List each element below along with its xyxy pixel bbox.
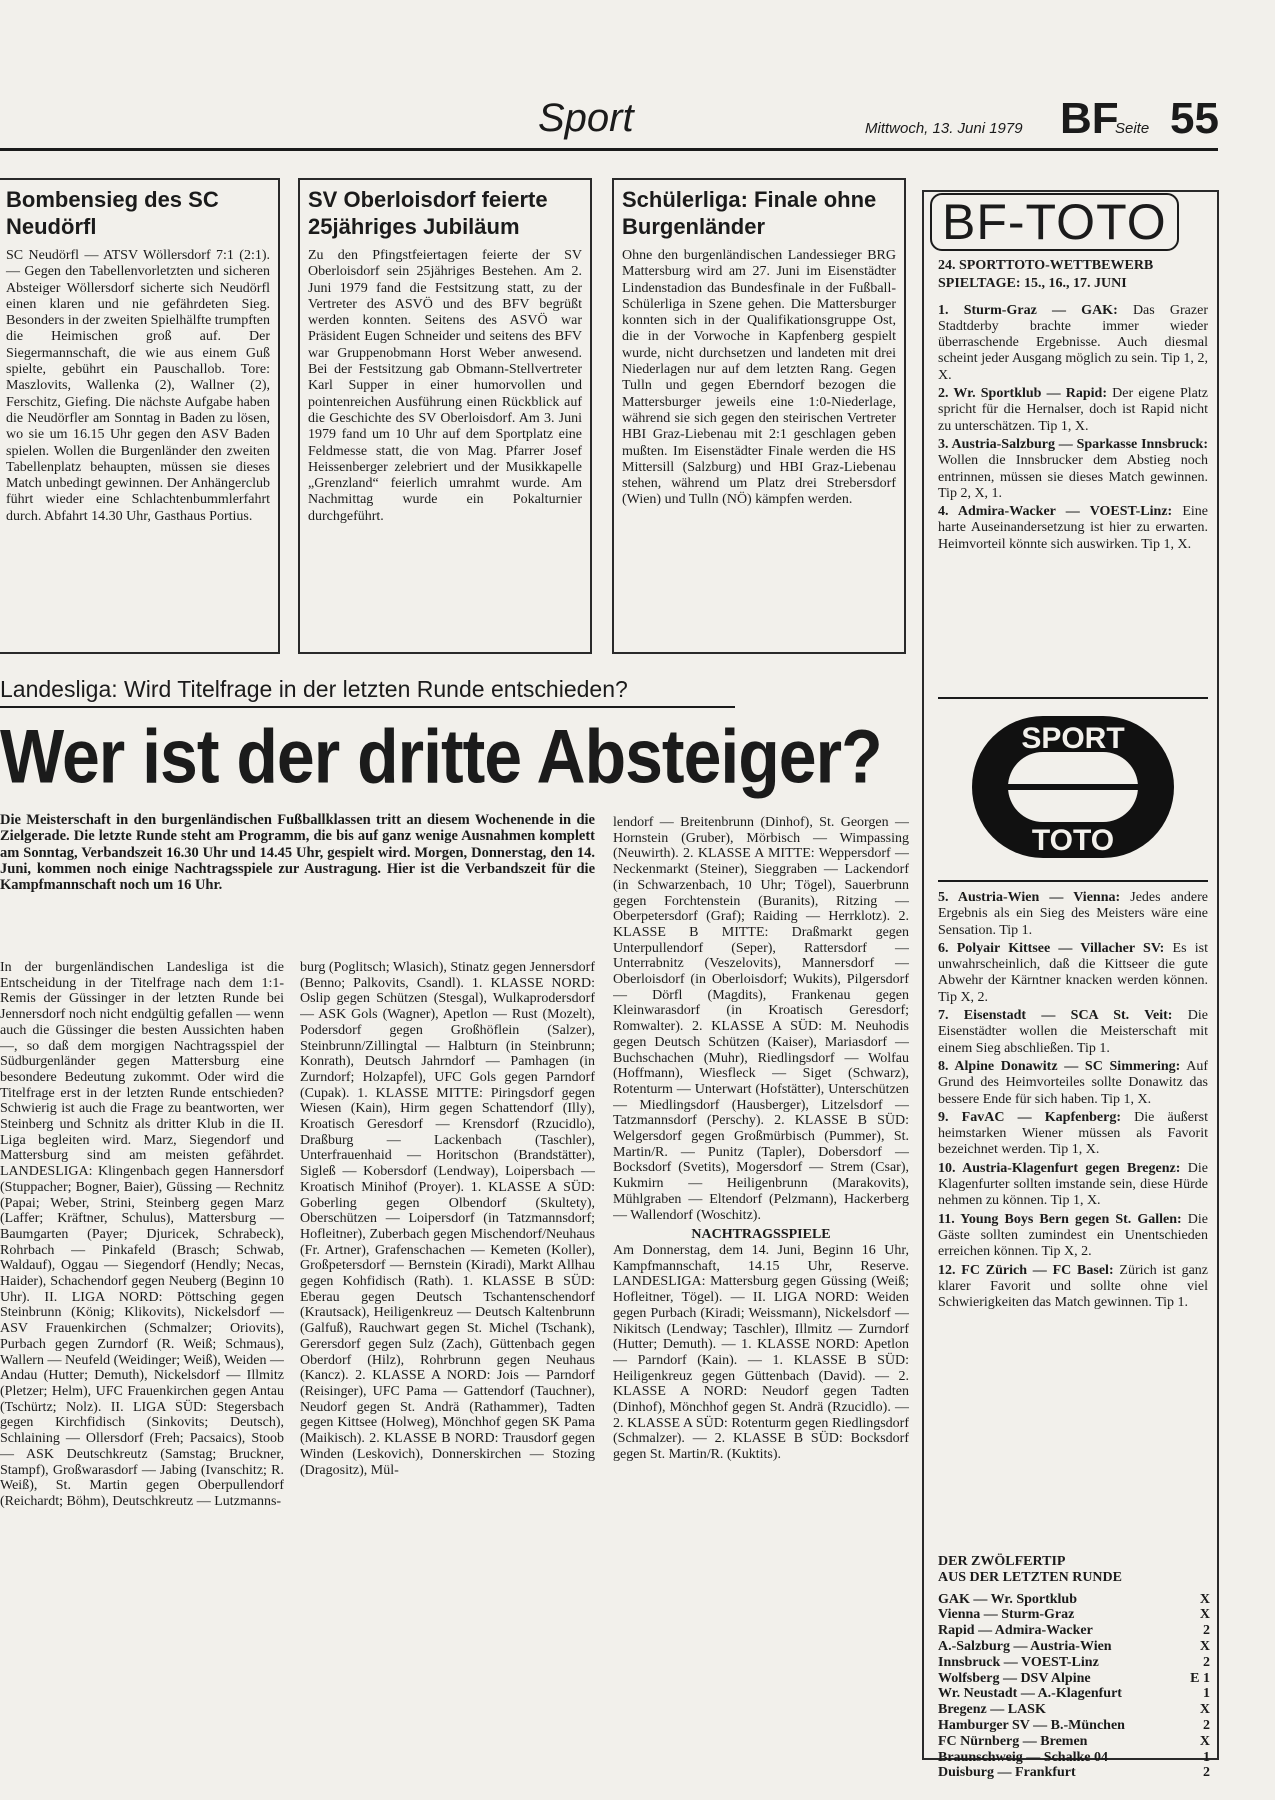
result-tip: 1 <box>1203 1686 1210 1702</box>
toto-title: BF-TOTO <box>930 193 1179 251</box>
result-tip: 2 <box>1203 1717 1210 1733</box>
result-row <box>938 1592 1210 1608</box>
toto-tip-text: Die Gäste sollten zumindest ein Unentschieden erreichen können. Tip X, 2. <box>938 1211 1208 1260</box>
article-kicker: Landesliga: Wird Titelfrage in der letzten Runde entschieden? <box>0 676 628 702</box>
zwoelfertip <box>938 1554 1210 1781</box>
toto-tip-text: Die Klagenfurter sollten imstande sein, diese Hürde nehmen zu können. Tip 1, X. <box>938 1160 1208 1209</box>
column-2-text: burg (Poglitsch; Wlasich), Stinatz gegen Jennersdorf (Benno; Palkovits, Csandl). 1. KLASSE NORD: Oslip gegen Schützen (Stesgal), Wulkaprodersdorf — ASK Gols (Wagner), Apetlon — Rust (Mozelt), Podersdorf gegen Großhöflein (Salzer), Steinbrunn/Zillingtal — Halbturn (in Steinbrunn; Konrath), Deutsch Jahrndorf — Pamhagen (in Zurndorf; Holzapfel), UFC Gols gegen Parndorf (Cupak). 1. KLASSE MITTE: Piringsdorf gegen Wiesen (Kain), Hirm gegen Schattendorf (Illy), Kroatisch Geresdorf — Krensdorf (Rzucidlo), Draßburg — Lackenbach (Taschler), Unterfrauenhaid — Horitschon (Brandstätter), Sigleß — Kobersdorf (Lendway), Loipersbach — Kroatisch Minihof (Proyer). 1. KLASSE A SÜD: Goberling gegen Olbendorf (Skultety), Oberschützen — Loipersdorf (in Tatzmannsdorf; Hofleitner), Zuberbach gegen Mischendorf/Neuhaus (Fr. Artner), Grafenschachen — Kemeten (Koller), Großpetersdorf — Bernstein (Kiradi), Markt Allhau gegen Kohfidisch (Rath). 1. KLASSE B SÜD: Eberau gegen Deutsch Tschantenschendorf (Krautsack), Heiligenkreuz — Deutsch Kaltenbrunn (Galfuß), Rauchwart gegen St. Michel (Tschank), Gerersdorf gegen Sulz (Zach), Güttenbach gegen Oberdorf (Hilz), Rohrbrunn gegen Neuhaus (Kancz). 2. KLASSE A NORD: Jois — Parndorf (Reisinger), UFC Pama — Gattendorf (Tauchner), Neudorf gegen St. Andrä (Rathammer), Tadten gegen Kittsee (Holweg), Mönchhof gegen SK Pama (Maikisch). 2. KLASSE B NORD: Trausdorf gegen Winden (Leskovich), Donnerskirchen — Stozing (Dragositz), Mül- <box>300 960 595 1478</box>
toto-tips-upper <box>938 258 1208 678</box>
result-tip: X <box>1199 1591 1210 1607</box>
result-row <box>938 1765 1210 1781</box>
toto-divider-1 <box>938 697 1208 699</box>
toto-tip-text: Wollen die Innsbrucker dem Abstieg noch entrinnen, müssen sie dieses Match gewinnen. Tip 2, X, 1. <box>938 453 1208 501</box>
result-match: A.-Salzburg — Austria-Wien <box>938 1638 1112 1654</box>
result-match: Wolfsberg — DSV Alpine <box>938 1670 1091 1686</box>
newspaper-logo: BF <box>1060 94 1119 143</box>
article-headline: Wer ist der dritte Absteiger? <box>0 714 882 800</box>
page-label: Seite <box>1115 120 1150 137</box>
toto-divider-2 <box>938 880 1208 882</box>
result-match: Wr. Neustadt — A.-Klagenfurt <box>938 1686 1122 1702</box>
result-row <box>938 1639 1210 1655</box>
result-tip: 2 <box>1203 1765 1210 1781</box>
zwoelfertip-title-1: DER ZWÖLFERTIP <box>938 1554 1066 1569</box>
toto-tip-item <box>938 1059 1208 1108</box>
issue-date: Mittwoch, 13. Juni 1979 <box>865 120 1023 137</box>
result-row <box>938 1671 1210 1687</box>
article-column-1 <box>0 960 284 1790</box>
nachtrag-text: Am Donnerstag, dem 14. Juni, Beginn 16 Uhr, Kampfmannschaft, 14.15 Uhr, Reserve. LANDESLIGA: Mattersburg gegen Güssing (Weiß; Hofleitner, Tögel). — II. LIGA NORD: Weiden gegen Purbach (Kiradi; Weissmann), Nickelsdorf — Nikitsch (Lendway; Taschler), Illmitz — Zurndorf (Hutter; Demuth). — 1. KLASSE NORD: Apetlon — Parndorf (Kain). — 1. KLASSE B SÜD: Heiligenkreuz gegen Güttenbach (David). — 2. KLASSE A NORD: Neudorf gegen Tadten (Dinhof), Mönchhof gegen St. Andrä (Rzucidlo). — 2. KLASSE A SÜD: Rotenturm gegen Riedlingsdorf (Schmalzer). — 2. KLASSE B SÜD: Bocksdorf gegen St. Martin/R. (Kuktits). <box>613 1242 909 1463</box>
zwoelfertip-title-2: AUS DER LETZTEN RUNDE <box>938 1569 1122 1585</box>
logo-text-toto: TOTO <box>1031 824 1115 857</box>
toto-tip-text: Zürich ist ganz klarer Favorit und sollte ohne viel Schwierigkeiten das Match gewinnen. Tip 1. <box>938 1262 1208 1311</box>
article-schuelerliga-text: Ohne den burgenländischen Landessieger BRG Mattersburg wird am 27. Juni im Eisenstädter Lindenstadion das Bundesfinale in der Fußball-Schülerliga in Szene gehen. Die Mattersburger konnten sich in der Qualifikationsgruppe Ost, die in der Vorwoche in Kapfenberg gespielt wurde, nicht durchsetzen und landeten mit drei Niederlagen nur auf dem letzten Rang. Gegen Tulln und gegen Eberndorf bezogen die Mattersburger jeweils eine 1:0-Niederlage, während sie sich gegen den steirischen Vertreter HBI Graz-Liebenau mit 2:1 geschlagen geben mußten. Im Eisenstädter Finale werden die HS Mittersill (Salzburg) und HBI Graz-Liebenau stehen, während um Platz drei Strebersdorf (Wien) und Tulln (NÖ) kämpfen werden. <box>622 248 896 508</box>
logo-text-sport: SPORT <box>1021 722 1125 755</box>
toto-tip-text: Jedes andere Ergebnis als ein Sieg des Meisters wäre eine Sensation. Tip 1. <box>938 890 1208 938</box>
result-row <box>938 1702 1210 1718</box>
toto-tip-item <box>938 1161 1208 1210</box>
toto-tip-game: 4. Admira-Wacker — VOEST-Linz: <box>938 504 1173 520</box>
article-oberloisdorf-title: SV Oberloisdorf feierte 25jähriges Jubiläum <box>308 187 548 239</box>
column-3-text: lendorf — Breitenbrunn (Dinhof), St. Georgen — Hornstein (Gruber), Mörbisch — Wimpassing (Neuwirth). 2. KLASSE A MITTE: Weppersdorf — Neckenmarkt (Steiner), Sieggraben — Lackendorf (in Schwarzenbach, 10 Uhr; Tögel), Sauerbrunn gegen Forchtenstein (Buranits), Ritzing — Oberpetersdorf (Graf); Raiding — Herrklotz). 2. KLASSE B MITTE: Draßmarkt gegen Unterpullendorf (Seper), Rattersdorf — Unterrabnitz (Veszelovits), Mannersdorf — Oberloisdorf (in Oberloisdorf; Wukits), Pilgersdorf — Dörfl (Magdits), Frankenau gegen Kleinwarasdorf (in Kroatisch Geresdorf; Romwalter). 2. KLASSE A SÜD: M. Neuhodis gegen Deutsch Schützen (Kaiser), Mariasdorf — Buchschachen (Muhr), Riedlingsdorf — Wolfau (Hoffmann), Wiesfleck — Siget (Schwarz), Rotenturm — Unterwart (Hofstätter), Unterschützen — Miedlingsdorf (Hausberger), Litzelsdorf — Tatzmannsdorf (Perschy). 2. KLASSE B SÜD: Welgersdorf gegen Großmürbisch (Pummer), St. Martin/R. — Punitz (Tapler), Dobersdorf — Bocksdorf (Svetits), Mogersdorf — Strem (Csar), Kukmirn — Heiligenbrunn (Marakovits), Mühlgraben — Eltendorf (Pelzmann), Hackerberg — Wallendorf (Woschitz). <box>613 815 909 1223</box>
result-match: FC Nürnberg — Bremen <box>938 1733 1088 1749</box>
section-title: Sport <box>538 96 634 140</box>
article-lead: Die Meisterschaft in den burgenländischen Fußballklassen tritt an diesem Wochenende in die Zielgerade. Die letzte Runde steht am Programm, die bis auf ganz wenige Ausnahmen komplett am Sonntag, Verbandszeit 16.30 Uhr und 14.45 Uhr, gespielt wird. Morgen, Donnerstag, den 14. Juni, kommen noch einige Nachtragsspiele zur Austragung. Hier ist die Verbandszeit für die Kampfmannschaft noch um 16 Uhr. <box>0 812 595 894</box>
result-row <box>938 1750 1210 1766</box>
toto-tip-game: 11. Young Boys Bern gegen St. Gallen: <box>938 1211 1182 1227</box>
toto-tip-game: 2. Wr. Sportklub — Rapid: <box>938 386 1107 402</box>
result-row <box>938 1623 1210 1639</box>
result-match: Braunschweig — Schalke 04 <box>938 1749 1108 1765</box>
nachtrag-heading: NACHTRAGSSPIELE <box>691 1227 831 1243</box>
result-row <box>938 1718 1210 1734</box>
toto-tip-game: 1. Sturm-Graz — GAK: <box>938 302 1118 318</box>
result-row <box>938 1734 1210 1750</box>
page-number: 55 <box>1170 94 1219 143</box>
result-tip: 2 <box>1203 1623 1210 1639</box>
toto-subtitle-2: SPIELTAGE: 15., 16., 17. JUNI <box>938 276 1127 292</box>
article-schuelerliga <box>612 178 906 654</box>
article-oberloisdorf-text: Zu den Pfingstfeiertagen feierte der SV Oberloisdorf sein 25jähriges Bestehen. Am 2. Juni 1979 fand die Festsitzung statt, zu der Vertreter des ASVÖ und des BFV begrüßt werden konnten. Seitens des ASVÖ war Präsident Eugen Schneider und seitens des BFV war Gruppenobmann Horst Weber anwesend. Bei der Festsitzung gab Obmann-Stellvertreter Karl Supper in einer humorvollen und pointenreichen Ausführung einen Rückblick auf die Geschichte des SV Oberloisdorf. Am 3. Juni 1979 fand um 10 Uhr auf dem Sportplatz eine Feldmesse statt, die von Mag. Pfarrer Josef Heissenberger zelebriert und der Musikkapelle „Grenzland“ feierlich umrahmt wurde. Am Nachmittag wurde ein Pokalturnier durchgeführt. <box>308 248 582 524</box>
result-row <box>938 1686 1210 1702</box>
toto-tip-game: 3. Austria-Salzburg — Sparkasse Innsbruck: <box>938 436 1208 452</box>
article-neudoerfl <box>0 178 280 654</box>
kicker-rule <box>0 706 735 708</box>
result-row <box>938 1655 1210 1671</box>
toto-tip-item <box>938 1263 1208 1312</box>
article-column-2 <box>300 960 595 1790</box>
toto-tip-item <box>938 1008 1208 1057</box>
toto-tip-text: Die äußerst heimstarken Wiener müssen als Favorit bezeichnet werden. Tip 1, X. <box>938 1109 1208 1158</box>
result-row <box>938 1607 1210 1623</box>
result-tip: X <box>1199 1638 1210 1654</box>
result-match: Bregenz — LASK <box>938 1702 1046 1718</box>
result-match: Innsbruck — VOEST-Linz <box>938 1654 1099 1670</box>
toto-tip-text: Auf Grund des Heimvorteiles sollte Donawitz das bessere Ende für sich haben. Tip 1, X. <box>938 1058 1208 1107</box>
toto-tip-game: 9. FavAC — Kapfenberg: <box>938 1109 1121 1125</box>
result-tip: 2 <box>1203 1654 1210 1670</box>
result-match: Vienna — Sturm-Graz <box>938 1607 1075 1623</box>
result-match: Rapid — Admira-Wacker <box>938 1623 1093 1639</box>
result-match: GAK — Wr. Sportklub <box>938 1591 1078 1607</box>
toto-tip-item <box>938 303 1208 384</box>
article-neudoerfl-text: SC Neudörfl — ATSV Wöllersdorf 7:1 (2:1). — Gegen den Tabellenvorletzten und sicheren Absteiger Wöllersdorf sicherte sich Neudörfl einen klaren und nie gefährdeten Sieg. Besonders in der zweiten Spielhälfte trumpften die Heimischen groß auf. Der Siegermannschaft, die wie aus einem Guß spielte, gebührt ein Pauschallob. Tore: Maszlovits, Wallenka (2), Wallner (2), Ferschitz, Giefing. Die nächste Aufgabe haben die Neudörfler am Sonntag in Baden zu lösen, wo sie um 16.15 Uhr gegen den ASV Baden spielen. Wollen die Burgenländer den zweiten Tabellenplatz behaupten, müssen sie dieses Match unbedingt gewinnen. Der Anhängerclub führt wieder eine Schlachtenbummlerfahrt durch. Abfahrt 14.30 Uhr, Gasthaus Portius. <box>6 248 270 524</box>
toto-tip-game: 10. Austria-Klagenfurt gegen Bregenz: <box>938 1160 1181 1176</box>
article-oberloisdorf <box>298 178 592 654</box>
toto-tip-game: 7. Eisenstadt — SCA St. Veit: <box>938 1008 1173 1024</box>
result-tip: E 1 <box>1190 1670 1210 1686</box>
result-tip: X <box>1199 1607 1210 1623</box>
toto-tips-lower <box>938 890 1208 1540</box>
header-rule <box>0 148 1218 151</box>
sporttoto-logo <box>968 712 1178 862</box>
toto-tip-game: 12. FC Zürich — FC Basel: <box>938 1262 1114 1278</box>
article-column-3 <box>613 815 909 1790</box>
toto-tip-game: 8. Alpine Donawitz — SC Simmering: <box>938 1058 1181 1074</box>
result-tip: X <box>1199 1702 1210 1718</box>
column-1-text: In der burgenländischen Landesliga ist die Entscheidung in der Titelfrage nach dem 1:1-Remis der Güssinger in der letzten Runde bei Jennersdorf noch nicht endgültig gefallen — wenn auch die Güssinger die besten Aussichten haben —, so daß dem morgigen Nachtragsspiel der Südburgenländer gegen Mattersburg eine besondere Bedeutung zukommt. Oder wird die Titelfrage erst in der letzten Runde entschieden? Schwierig ist auch die Frage zu beantworten, wer Steinberg und Schnitz als dritter Klub in die II. Liga begleiten wird. Marz, Siegendorf und Mattersburg sind am meisten gefährdet. LANDESLIGA: Klingenbach gegen Hannersdorf (Stuppacher; Bogner, Baier), Güssing — Rechnitz (Papai; Weber, Strini, Steinberg gegen Marz (Laffer; Kräftner, Schulus), Mattersburg — Baumgarten (Payer; Djuricek, Schrabeck), Rohrbach — Pinkafeld (Brasch; Schwab, Waldauf), Oggau — Siegendorf (Hendly; Necas, Haider), Schachendorf gegen Neuberg (Beginn 10 Uhr). II. LIGA NORD: Pöttsching gegen Steinbrunn (König; Klikovits), Nickelsdorf — ASV Frauenkirchen (Schmalzer; Oriovits), Purbach gegen Zurndorf (R. Weiß; Schmaus), Wallern — Neufeld (Weidinger; Weiß), Weiden — Andau (Hutter; Demuth), Nickelsdorf — Illmitz (Pletzer; Helm), UFC Frauenkirchen gegen Antau (Tschürtz; Nolz). II. LIGA SÜD: Stegersbach gegen Kirchfidisch (Sinkovits; Deutsch), Schlaining — Ollersdorf (Freh; Pacsaics), Stoob — ASK Deutschkreutz (Samstag; Bruckner, Stampf), Großwarasdorf — Jabing (Ivanschitz; R. Weiß), St. Martin gegen Oberpullendorf (Reichardt; Böhm), Deutschkreutz — Lutzmanns- <box>0 960 284 1509</box>
toto-tip-text: Die Eisenstädter wollen die Meisterschaft mit einem Sieg abschließen. Tip 1. <box>938 1008 1208 1056</box>
toto-tip-item <box>938 1110 1208 1159</box>
toto-tip-item <box>938 890 1208 939</box>
toto-subtitle-1: 24. SPORTTOTO-WETTBEWERB <box>938 258 1154 273</box>
article-neudoerfl-title: Bombensieg des SC Neudörfl <box>6 187 219 239</box>
result-match: Duisburg — Frankfurt <box>938 1765 1076 1781</box>
toto-tip-game: 6. Polyair Kittsee — Villacher SV: <box>938 940 1165 956</box>
toto-tip-item <box>938 437 1208 502</box>
toto-tip-item <box>938 941 1208 1006</box>
result-tip: X <box>1199 1733 1210 1749</box>
toto-tip-text: Eine harte Auseinandersetzung ist hier zu erwarten. Heimvorteil könnte sich auswirken. Tip 1, X. <box>938 504 1208 552</box>
toto-tip-game: 5. Austria-Wien — Vienna: <box>938 890 1121 905</box>
toto-tip-text: Das Grazer Stadtderby brachte immer wieder überraschende Ergebnisse. Auch diesmal scheint jeder Ausgang möglich zu sein. Tip 1, 2, X. <box>938 302 1208 383</box>
toto-tip-item <box>938 1212 1208 1261</box>
article-schuelerliga-title: Schülerliga: Finale ohne Burgenländer <box>622 187 877 239</box>
toto-tip-text: Es ist unwahrscheinlich, daß die Kittseer die gute Abwehr der Kärntner knacken werden können. Tip X, 2. <box>938 940 1208 1005</box>
toto-tip-text: Der eigene Platz spricht für die Hernalser, doch ist Rapid nicht zu unterschätzen. Tip 1, X. <box>938 386 1208 434</box>
toto-tip-item <box>938 386 1208 435</box>
result-tip: 1 <box>1203 1749 1210 1765</box>
toto-tip-item <box>938 504 1208 553</box>
result-match: Hamburger SV — B.-München <box>938 1717 1125 1733</box>
